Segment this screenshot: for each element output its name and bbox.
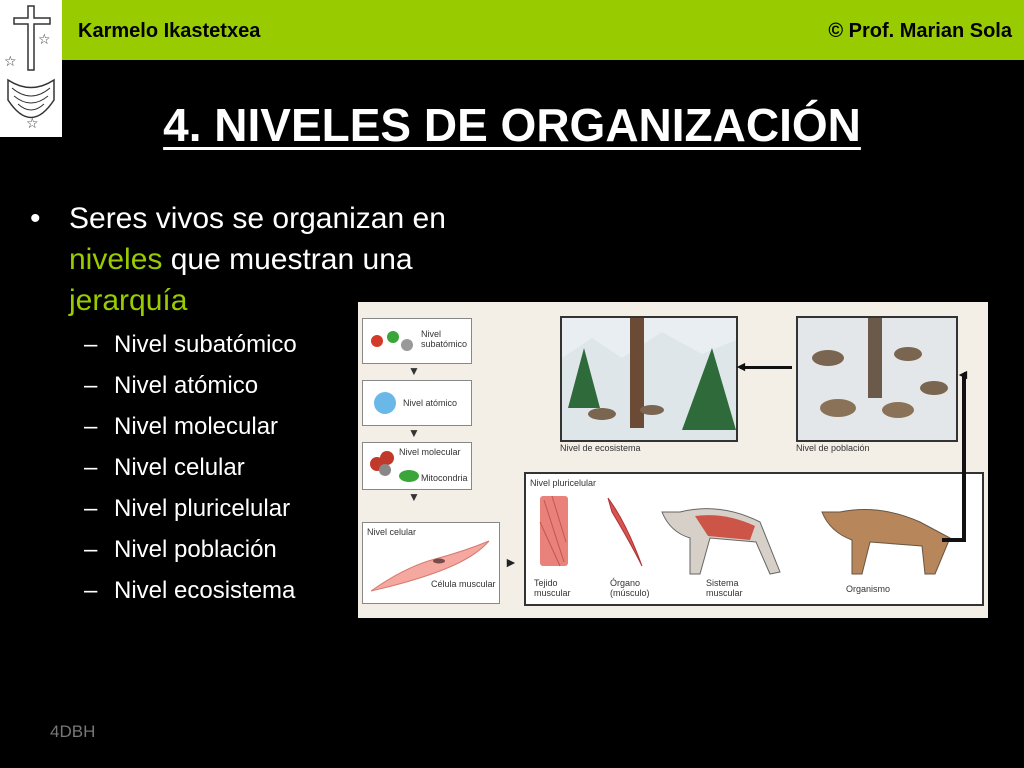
level-label: Nivel subatómico <box>114 331 297 358</box>
highlight-jerarquia: jerarquía <box>69 284 188 317</box>
list-item <box>84 365 297 406</box>
level-label: Nivel población <box>114 536 277 563</box>
label-cellular: Nivel celular <box>367 527 417 537</box>
particles-icon <box>365 321 425 361</box>
population-scene <box>796 316 958 442</box>
label-subatomic: Nivel subatómico <box>421 329 468 349</box>
wolf-pack-illustration <box>798 318 956 440</box>
dash-marker: – <box>84 413 98 440</box>
arrow-down-icon: ▼ <box>408 426 420 440</box>
label-ecosystem: Nivel de ecosistema <box>560 443 641 453</box>
list-item <box>84 529 297 570</box>
label-system: Sistema muscular <box>706 578 743 598</box>
list-item <box>84 488 297 529</box>
muscle-system-illustration <box>530 482 980 582</box>
arrow-down-icon: ▼ <box>408 490 420 504</box>
ecosystem-scene <box>560 316 738 442</box>
atomic-box <box>362 380 472 426</box>
bullet-text-part2: que muestran una <box>162 243 413 276</box>
dash-marker: – <box>84 536 98 563</box>
subatomic-box <box>362 318 472 364</box>
footer-course: 4DBH <box>50 722 96 741</box>
arrow-right-icon: ► <box>504 554 518 570</box>
atom-icon <box>367 383 403 423</box>
svg-text:☆: ☆ <box>26 116 39 132</box>
connector-bottom <box>942 538 966 542</box>
list-item <box>84 570 297 611</box>
label-atomic: Nivel atómico <box>403 398 458 408</box>
pluricellular-box <box>524 472 984 606</box>
label-tissue: Tejido muscular <box>534 578 571 598</box>
list-item <box>84 406 297 447</box>
bullet-text-part1: Seres vivos se organizan en <box>69 202 446 235</box>
label-organism: Organismo <box>846 584 891 594</box>
connector-vertical <box>962 374 966 542</box>
cellular-box <box>362 522 500 604</box>
level-label: Nivel molecular <box>114 413 279 440</box>
svg-text:☆: ☆ <box>4 54 17 70</box>
bullet-marker: • <box>30 202 41 235</box>
arrow-down-icon: ▼ <box>408 364 420 378</box>
level-label: Nivel ecosistema <box>114 577 296 604</box>
slide-title: 4. NIVELES DE ORGANIZACIÓN <box>163 99 861 151</box>
list-item <box>84 447 297 488</box>
label-organ: Órgano (músculo) <box>610 578 650 598</box>
arrow-left-icon: ◄ <box>956 366 970 382</box>
svg-text:☆: ☆ <box>38 32 51 48</box>
header-bar <box>62 0 1024 60</box>
label-population: Nivel de población <box>796 443 870 453</box>
dash-marker: – <box>84 331 98 358</box>
forest-wolves-illustration <box>562 318 736 440</box>
molecular-box <box>362 442 472 490</box>
highlight-niveles: niveles <box>69 243 163 276</box>
dash-marker: – <box>84 372 98 399</box>
label-pluricellular: Nivel pluricelular <box>530 478 597 488</box>
label-molecular: Nivel molecular <box>399 447 461 457</box>
label-mitochondria: Mitocondria <box>421 473 468 483</box>
dash-marker: – <box>84 454 98 481</box>
level-label: Nivel celular <box>114 454 245 481</box>
list-item <box>84 324 297 365</box>
school-name: Karmelo Ikastetxea <box>78 20 261 42</box>
organization-levels-figure <box>358 302 988 618</box>
author-credit: © Prof. Marian Sola <box>828 20 1012 42</box>
dash-marker: – <box>84 495 98 522</box>
label-muscle-cell: Célula muscular <box>431 579 496 589</box>
arrow-left-icon: ◄ <box>734 358 748 374</box>
level-label: Nivel pluricelular <box>114 495 291 522</box>
level-label: Nivel atómico <box>114 372 259 399</box>
dash-marker: – <box>84 577 98 604</box>
levels-list <box>84 324 297 611</box>
